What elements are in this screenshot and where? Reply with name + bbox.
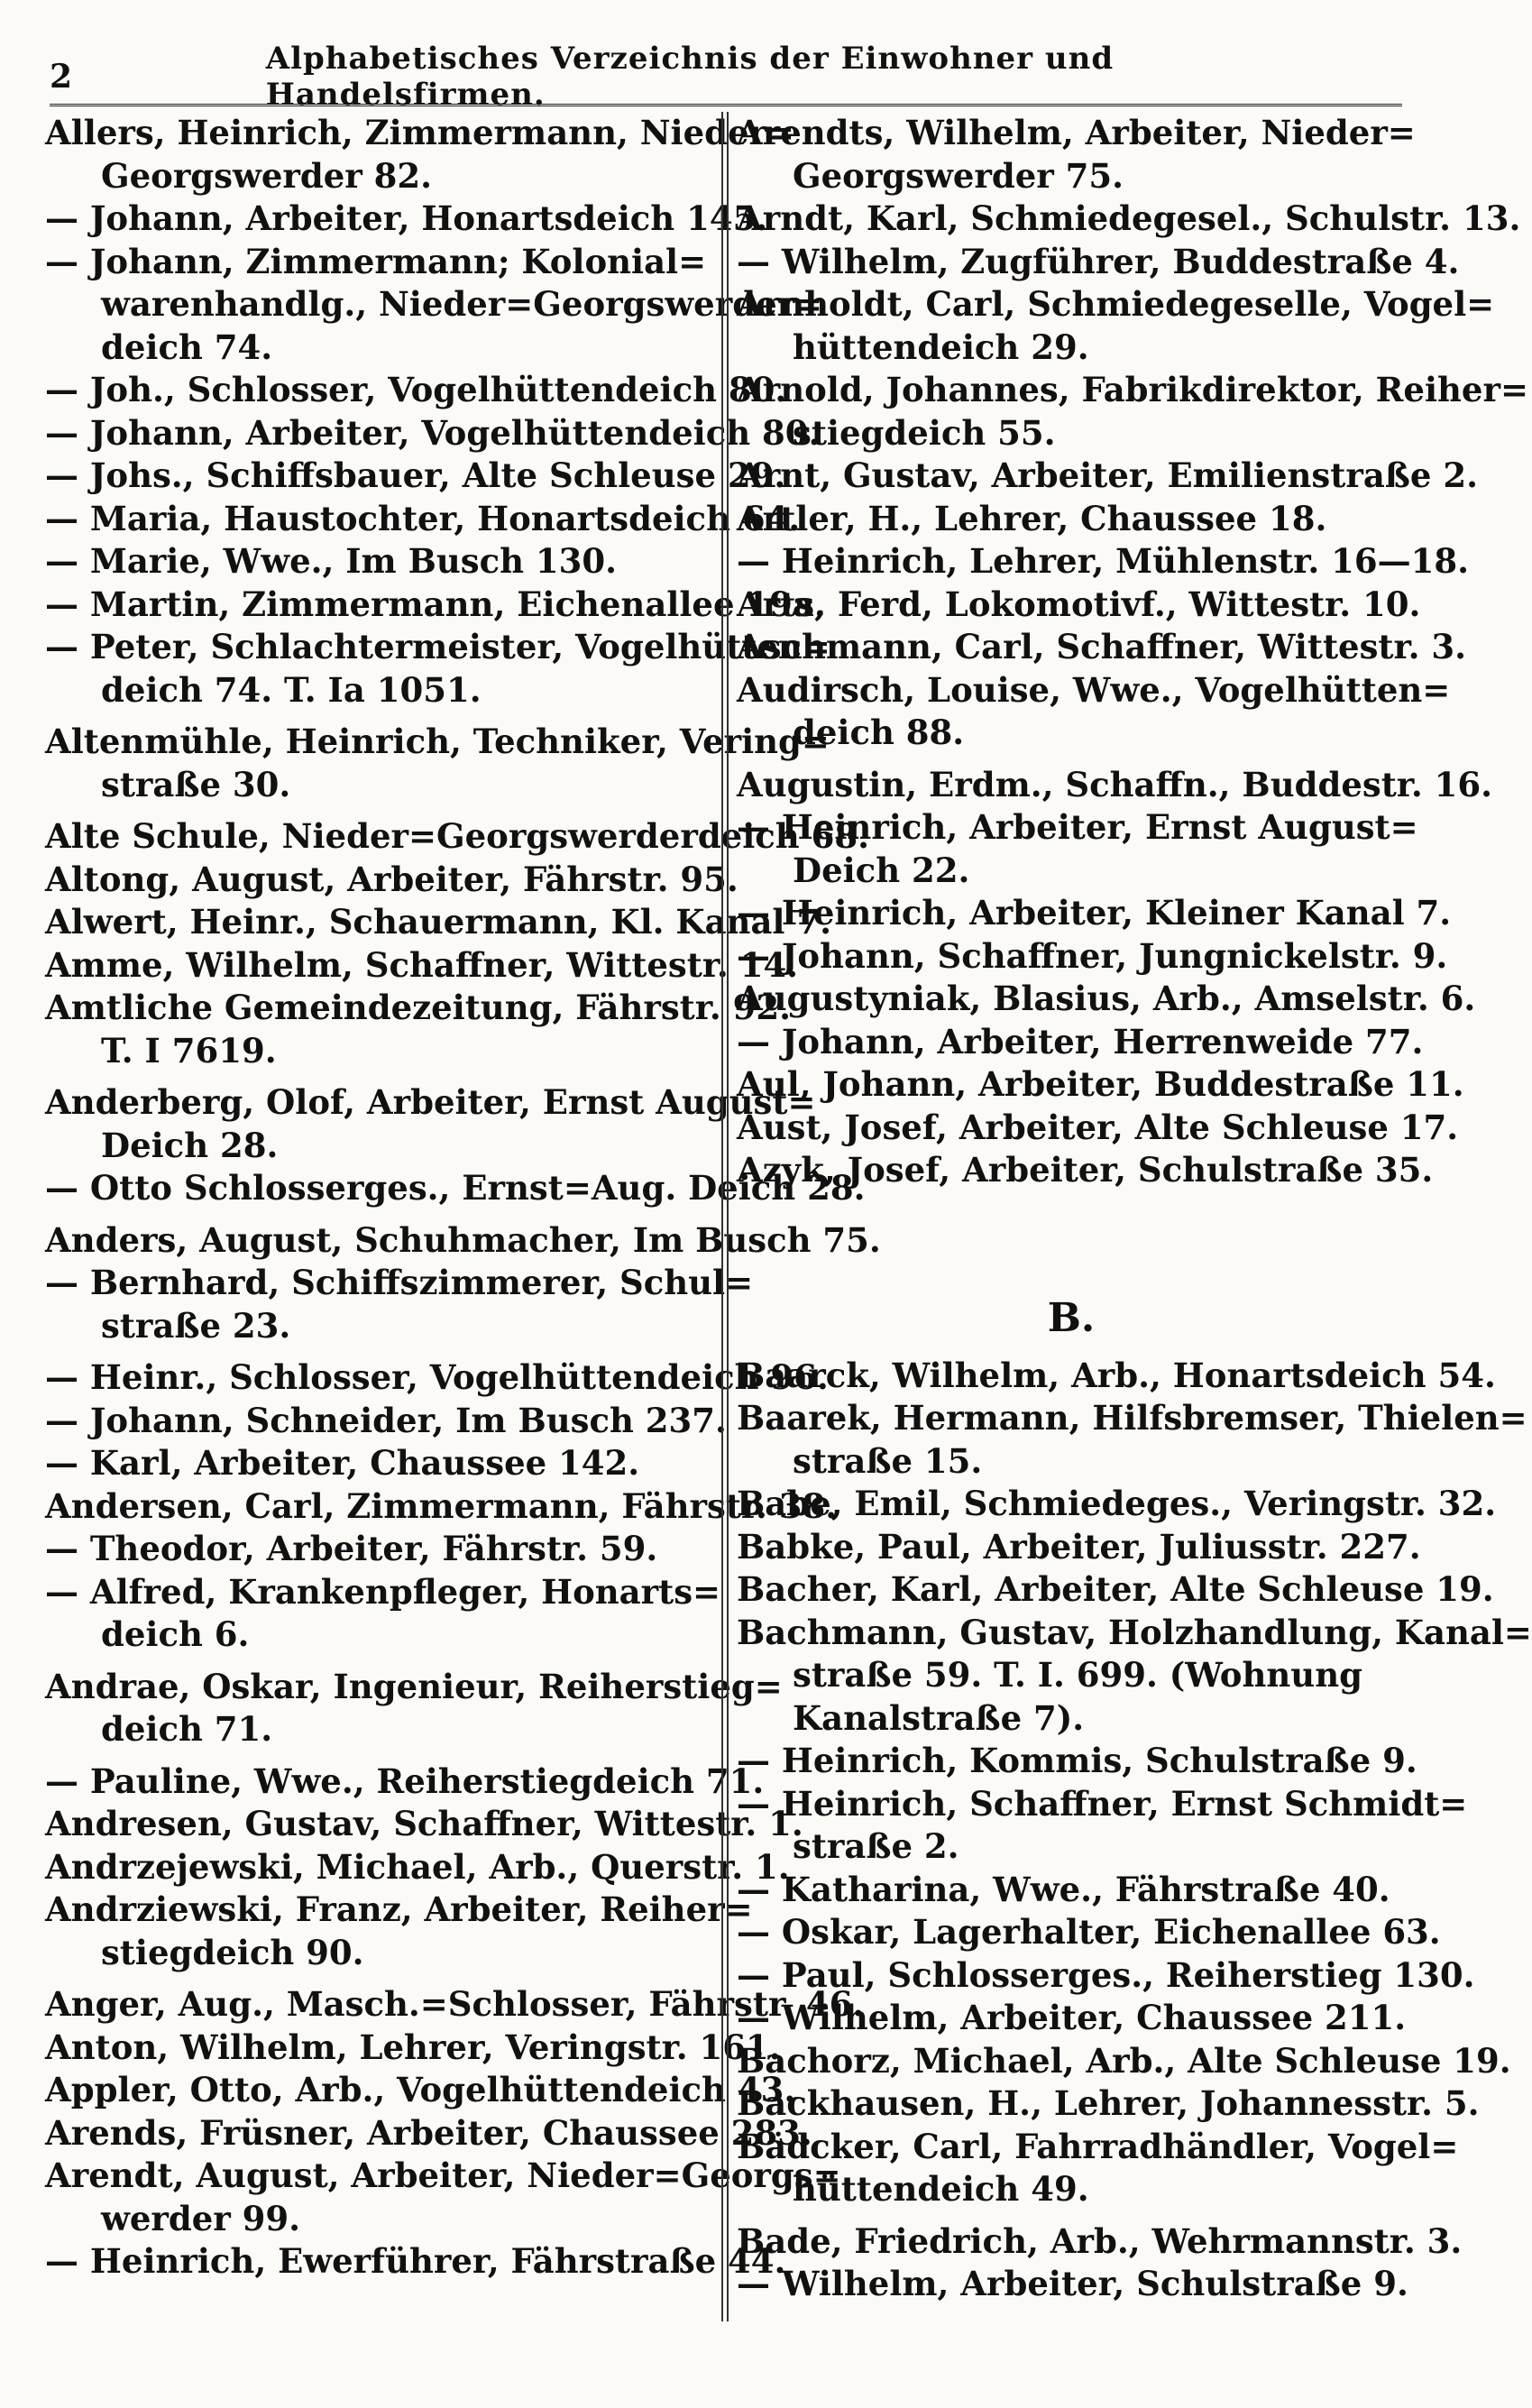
directory-entry <box>737 1911 1441 1954</box>
entry-line: — Otto Schlosserges., Ernst=Aug. Deich 28. <box>45 1168 866 1208</box>
entry-line: Anders, August, Schuhmacher, Im Busch 75. <box>45 1219 881 1260</box>
entry-gap <box>737 755 1406 764</box>
entry-line: Baarek, Hermann, Hilfsbremser, Thielen= <box>737 1398 1527 1438</box>
entry-line: — Martin, Zimmermann, Eichenallee 19a. <box>45 584 826 624</box>
entry-gap <box>45 1751 714 1760</box>
entry-line: Bacher, Karl, Arbeiter, Alte Schleuse 19. <box>737 1569 1494 1609</box>
directory-entry <box>737 1526 1421 1569</box>
directory-entry <box>45 1889 753 1974</box>
entry-line: Babe, Emil, Schmiedeges., Veringstr. 32. <box>737 1484 1497 1523</box>
directory-entry <box>45 241 823 370</box>
entry-line: Babke, Paul, Arbeiter, Juliusstr. 227. <box>737 1526 1421 1567</box>
directory-entry <box>737 498 1406 541</box>
directory-entry <box>737 1783 1468 1869</box>
entry-line: Altenmühle, Heinrich, Techniker, Vering= <box>45 721 830 761</box>
entry-line: Arends, Früsner, Arbeiter, Chaussee 283. <box>45 2112 812 2153</box>
section-a-continued <box>737 112 1528 1192</box>
directory-entry <box>45 1760 765 1804</box>
directory-entry <box>45 626 830 712</box>
entry-line: — Wilhelm, Arbeiter, Chaussee 211. <box>737 1998 1407 2037</box>
entry-line: Andersen, Carl, Zimmermann, Fährstr. 38. <box>45 1485 838 1526</box>
directory-entry <box>737 2263 1406 2306</box>
entry-continuation-line: Kanalstraße 7). <box>793 1697 1085 1738</box>
directory-entry <box>737 1740 1417 1783</box>
directory-entry <box>45 1356 829 1400</box>
entry-continuation-line: deich 88. <box>793 712 965 752</box>
directory-entry <box>45 1262 754 1347</box>
entry-continuation-line: deich 74. <box>101 326 273 367</box>
directory-entry <box>737 1568 1494 1612</box>
entry-continuation-line: straße 23. <box>101 1305 291 1346</box>
entry-continuation-line: Georgswerder 75. <box>793 155 1124 196</box>
directory-entry <box>45 112 795 198</box>
entry-line: Augustin, Erdm., Schaffn., Buddestr. 16. <box>737 764 1493 804</box>
directory-entry <box>45 1442 714 1485</box>
entry-gap <box>45 1974 714 1983</box>
entry-line: Appler, Otto, Arb., Vogelhüttendeich 43. <box>45 2070 796 2109</box>
entry-line: Anton, Wilhelm, Lehrer, Veringstr. 161. <box>45 2027 781 2067</box>
running-title: Alphabetisches Verzeichnis der Einwohner und Handelsfirmen. <box>265 41 1115 113</box>
entry-line: Amme, Wilhelm, Schaffner, Wittestr. 14. <box>45 944 799 985</box>
entry-line: — Johann, Arbeiter, Vogelhüttendeich 80. <box>45 412 821 453</box>
page-header <box>50 41 1402 113</box>
directory-entry <box>737 1021 1424 1064</box>
directory-entry <box>45 1219 881 1263</box>
entry-line: Arendts, Wilhelm, Arbeiter, Nieder= <box>737 113 1416 152</box>
directory-entry <box>737 283 1495 369</box>
directory-entry <box>737 369 1528 455</box>
directory-entry <box>45 1803 803 1846</box>
entry-continuation-line: warenhandlg., Nieder=Georgswerder= <box>101 284 823 324</box>
entry-line: — Peter, Schlachtermeister, Vogelhütten= <box>45 627 830 666</box>
directory-entry <box>45 498 801 541</box>
entry-line: Arnt, Gustav, Arbeiter, Emilienstraße 2. <box>737 455 1478 495</box>
directory-entry <box>45 815 869 859</box>
right-column <box>737 112 1532 2306</box>
directory-entry <box>45 1081 816 1167</box>
entry-line: Anderberg, Olof, Arbeiter, Ernst August= <box>45 1082 816 1122</box>
entry-line: Arnold, Johannes, Fabrikdirektor, Reiher= <box>737 370 1528 409</box>
entry-line: Aust, Josef, Arbeiter, Alte Schleuse 17. <box>737 1107 1459 1147</box>
entry-continuation-line: straße 2. <box>793 1826 959 1866</box>
directory-entry <box>45 412 821 455</box>
entry-line: Andrzejewski, Michael, Arb., Querstr. 1. <box>45 1846 790 1887</box>
directory-entry <box>45 1666 783 1751</box>
directory-entry <box>45 584 826 627</box>
entry-line: — Johann, Zimmermann; Kolonial= <box>45 241 707 281</box>
directory-entry <box>737 455 1478 498</box>
entry-gap <box>45 1347 714 1356</box>
directory-entry <box>737 626 1466 669</box>
entry-line: — Heinrich, Ewerführer, Fährstraße 44. <box>45 2241 786 2281</box>
entry-line: — Wilhelm, Zugführer, Buddestraße 4. <box>737 241 1460 281</box>
directory-entry <box>737 1397 1527 1483</box>
directory-entry <box>737 1149 1434 1192</box>
entry-gap <box>45 1657 714 1666</box>
directory-entry <box>737 978 1476 1021</box>
entry-line: Altong, August, Arbeiter, Fährstr. 95. <box>45 859 738 899</box>
entry-line: Bade, Friedrich, Arb., Wehrmannstr. 3. <box>737 2220 1463 2261</box>
entry-gap <box>45 1072 714 1081</box>
directory-entry <box>737 1954 1475 1998</box>
entry-line: — Pauline, Wwe., Reiherstiegdeich 71. <box>45 1760 765 1801</box>
entry-gap <box>737 2211 1406 2220</box>
entry-line: Arendt, August, Arbeiter, Nieder=Georgs= <box>45 2155 841 2195</box>
directory-entry <box>45 1485 838 1529</box>
entry-continuation-line: straße 59. T. I. 699. (Wohnung <box>793 1655 1362 1695</box>
entry-line: Anger, Aug., Masch.=Schlosser, Fährstr. 46. <box>45 1984 865 2024</box>
entry-line: Andrziewski, Franz, Arbeiter, Reiher= <box>45 1889 753 1929</box>
directory-entry <box>45 2027 781 2070</box>
entry-line: — Johann, Schaffner, Jungnickelstr. 9. <box>737 935 1448 976</box>
entry-line: — Johs., Schiffsbauer, Alte Schleuse 29. <box>45 455 786 495</box>
entry-continuation-line: Deich 28. <box>101 1125 279 1165</box>
entry-continuation-line: stiegdeich 55. <box>793 412 1056 453</box>
entry-line: Bädcker, Carl, Fahrradhändler, Vogel= <box>737 2126 1459 2166</box>
entry-gap <box>45 712 714 721</box>
directory-entry <box>737 669 1451 755</box>
directory-entry <box>45 1400 727 1443</box>
directory-entry <box>737 892 1452 935</box>
directory-entry <box>45 987 792 1072</box>
directory-entry <box>45 2155 841 2240</box>
entry-line: Arnholdt, Carl, Schmiedegeselle, Vogel= <box>737 284 1495 324</box>
entry-line: — Paul, Schlosserges., Reiherstieg 130. <box>737 1954 1475 1995</box>
directory-entry <box>45 1571 721 1657</box>
entry-line: — Karl, Arbeiter, Chaussee 142. <box>45 1443 640 1483</box>
directory-entry <box>737 935 1448 979</box>
entry-line: Audirsch, Louise, Wwe., Vogelhütten= <box>737 669 1451 710</box>
entry-line: — Marie, Wwe., Im Busch 130. <box>45 541 618 581</box>
entry-continuation-line: deich 74. T. Ia 1051. <box>101 669 482 710</box>
entry-line: — Alfred, Krankenpfleger, Honarts= <box>45 1571 721 1612</box>
entry-line: — Heinrich, Kommis, Schulstraße 9. <box>737 1741 1417 1780</box>
entry-line: — Heinrich, Arbeiter, Ernst August= <box>737 807 1418 847</box>
entry-line: — Johann, Arbeiter, Honartsdeich 145. <box>45 198 768 238</box>
directory-entry <box>737 112 1416 198</box>
directory-entry <box>737 2126 1459 2211</box>
entry-line: Baarck, Wilhelm, Arb., Honartsdeich 54. <box>737 1355 1496 1395</box>
section-b-entries <box>737 1355 1532 2306</box>
directory-entry <box>737 1483 1497 1526</box>
directory-entry <box>45 540 714 584</box>
entry-line: — Bernhard, Schiffszimmerer, Schul= <box>45 1263 754 1302</box>
entry-line: — Oskar, Lagerhalter, Eichenallee 63. <box>737 1912 1441 1952</box>
directory-entry <box>737 764 1493 807</box>
directory-entry <box>45 1167 866 1210</box>
entry-line: — Heinr., Schlosser, Vogelhüttendeich 96. <box>45 1357 829 1397</box>
directory-entry <box>737 1107 1459 1150</box>
entry-line: Alte Schule, Nieder=Georgswerderdeich 68. <box>45 816 869 856</box>
column-divider <box>721 112 729 2321</box>
directory-entry <box>45 1528 714 1571</box>
entry-line: Augustyniak, Blasius, Arb., Amselstr. 6. <box>737 979 1476 1018</box>
entry-line: — Joh., Schlosser, Vogelhüttendeich 80. <box>45 370 787 409</box>
entry-continuation-line: Georgswerder 82. <box>101 155 433 196</box>
entry-continuation-line: straße 30. <box>101 764 291 804</box>
directory-entry <box>45 369 787 412</box>
entry-line: — Theodor, Arbeiter, Fährstr. 59. <box>45 1529 658 1568</box>
entry-line: Andresen, Gustav, Schaffner, Wittestr. 1. <box>45 1804 803 1843</box>
entry-line: Backhausen, H., Lehrer, Johannesstr. 5. <box>737 2083 1480 2123</box>
directory-entry <box>737 1869 1406 1912</box>
entry-line: — Maria, Haustochter, Honartsdeich 64. <box>45 498 801 538</box>
directory-entry <box>737 2082 1480 2126</box>
entry-line: Aul, Johann, Arbeiter, Buddestraße 11. <box>737 1064 1464 1104</box>
entry-gap <box>45 806 714 815</box>
entry-line: — Heinrich, Schaffner, Ernst Schmidt= <box>737 1783 1468 1824</box>
entry-line: — Heinrich, Arbeiter, Kleiner Kanal 7. <box>737 893 1452 933</box>
entry-continuation-line: werder 99. <box>101 2198 301 2238</box>
entry-continuation-line: straße 15. <box>793 1440 983 1481</box>
directory-entry <box>45 198 768 241</box>
directory-entry <box>737 1063 1464 1107</box>
directory-entry <box>45 2069 796 2112</box>
entry-line: — Johann, Schneider, Im Busch 237. <box>45 1400 727 1440</box>
directory-entry <box>45 859 738 902</box>
entry-continuation-line: Deich 22. <box>793 850 970 890</box>
entry-continuation-line: stiegdeich 90. <box>101 1932 364 1972</box>
directory-entry <box>737 2040 1511 2083</box>
directory-entry <box>737 198 1521 241</box>
entry-line: Alwert, Heinr., Schauermann, Kl. Kanal 7. <box>45 902 831 942</box>
entry-line: Bachorz, Michael, Arb., Alte Schleuse 19. <box>737 2040 1511 2081</box>
entry-line: Azyk, Josef, Arbeiter, Schulstraße 35. <box>737 1150 1434 1190</box>
entry-line: Bachmann, Gustav, Holzhandlung, Kanal= <box>737 1612 1532 1652</box>
entry-line: — Heinrich, Lehrer, Mühlenstr. 16—18. <box>737 541 1470 581</box>
entry-gap <box>45 1210 714 1219</box>
entry-line: Arts, Ferd, Lokomotivf., Wittestr. 10. <box>737 584 1421 624</box>
directory-entry <box>45 1983 865 2027</box>
entry-continuation-line: T. I 7619. <box>101 1030 277 1071</box>
entry-line: — Katharina, Wwe., Fährstraße 40. <box>737 1869 1390 1909</box>
directory-entry <box>737 1612 1532 1741</box>
directory-entry <box>737 1355 1496 1398</box>
entry-line: Aschmann, Carl, Schaffner, Wittestr. 3. <box>737 627 1466 666</box>
entry-line: — Johann, Arbeiter, Herrenweide 77. <box>737 1021 1424 1062</box>
directory-entry <box>737 806 1418 892</box>
directory-entry <box>45 455 786 498</box>
entry-line: — Wilhelm, Arbeiter, Schulstraße 9. <box>737 2264 1408 2303</box>
section-letter-heading: B. <box>1047 1294 1096 1341</box>
directory-entry <box>45 2112 812 2155</box>
directory-entry <box>45 901 831 944</box>
entry-line: Arndt, Karl, Schmiedegesel., Schulstr. 13. <box>737 198 1521 238</box>
entry-line: Amtliche Gemeindezeitung, Fährstr. 92. <box>45 988 792 1027</box>
directory-entry <box>737 2220 1463 2264</box>
page-number: 2 <box>50 58 73 96</box>
directory-entry <box>737 540 1470 584</box>
entry-continuation-line: hüttendeich 29. <box>793 326 1089 367</box>
directory-entry <box>45 721 830 806</box>
entry-continuation-line: deich 71. <box>101 1709 273 1749</box>
directory-entry <box>737 241 1460 284</box>
directory-entry <box>45 944 799 988</box>
entry-continuation-line: deich 6. <box>101 1614 250 1654</box>
entry-continuation-line: hüttendeich 49. <box>793 2169 1089 2209</box>
entry-line: Andrae, Oskar, Ingenieur, Reiherstieg= <box>45 1666 783 1706</box>
entry-line: Allers, Heinrich, Zimmermann, Nieder= <box>45 113 795 152</box>
entry-line: Artler, H., Lehrer, Chaussee 18. <box>737 498 1327 538</box>
directory-entry <box>737 1997 1406 2040</box>
directory-entry <box>45 1846 790 1889</box>
directory-entry <box>737 584 1421 627</box>
directory-entry <box>45 2240 786 2284</box>
